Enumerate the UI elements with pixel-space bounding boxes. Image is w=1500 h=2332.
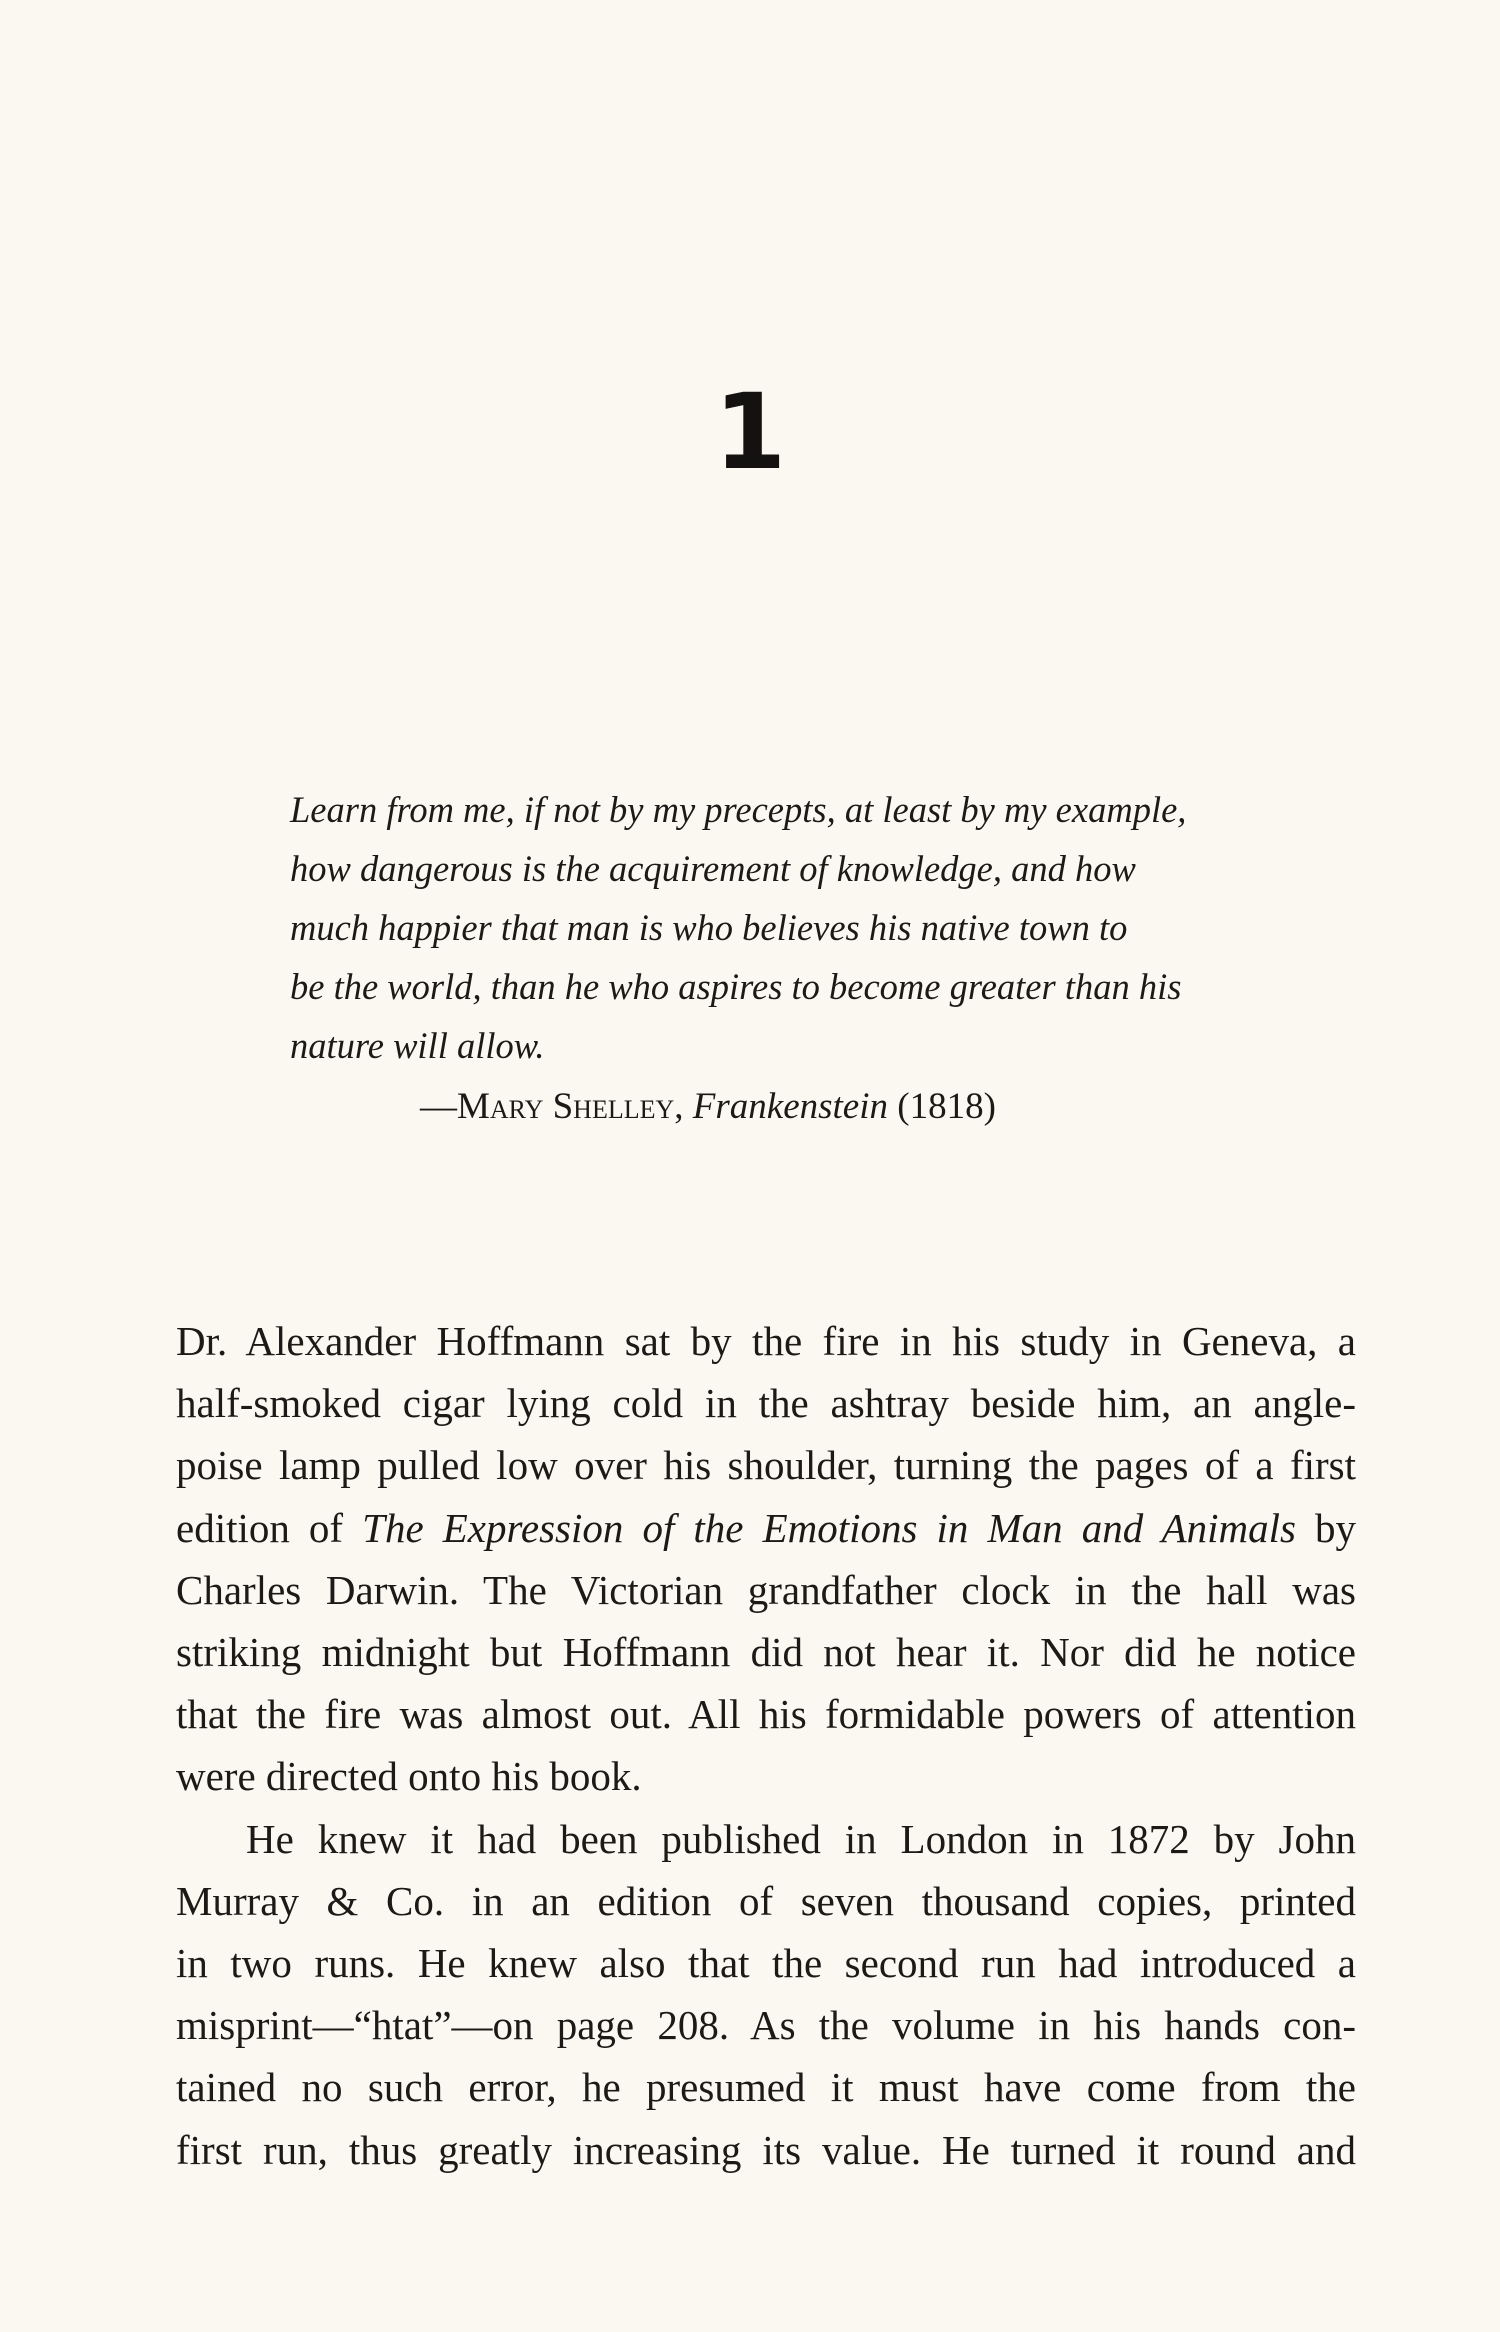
- body-line: half-smoked cigar lying cold in the ashtray beside him, an angle-: [176, 1380, 1356, 1427]
- book-title: The Expression of the Emotions in Man and Animals: [362, 1504, 1296, 1551]
- body-line: tained no such error, he presumed it must have come from the: [176, 2064, 1356, 2111]
- epigraph-line: how dangerous is the acquirement of knowledge, and how: [290, 848, 1136, 889]
- body-line-with-title: [176, 1497, 1356, 1559]
- attribution-year: (1818): [888, 1086, 996, 1127]
- attribution-dash: —: [420, 1086, 457, 1127]
- epigraph: [290, 780, 1250, 1075]
- attribution-author: Mary Shelley: [457, 1086, 675, 1127]
- body-line: Charles Darwin. The Victorian grandfather clock in the hall was: [176, 1566, 1356, 1613]
- body-line: first run, thus greatly increasing its value. He turned it round and: [176, 2126, 1356, 2173]
- body-line: Dr. Alexander Hoffmann sat by the fire in his study in Geneva, a: [176, 1318, 1356, 1364]
- body-line: He knew it had been published in London in 1872 by John: [246, 1815, 1356, 1862]
- attribution-separator: ,: [674, 1086, 693, 1127]
- epigraph-attribution: [420, 1085, 996, 1129]
- epigraph-line: nature will allow.: [290, 1025, 545, 1066]
- body-line: were directed onto his book.: [176, 1753, 642, 1800]
- body-text-segment: edition of: [176, 1504, 363, 1551]
- body-text: [176, 1310, 1356, 2181]
- body-line: Murray & Co. in an edition of seven thousand copies, printed: [176, 1877, 1356, 1924]
- body-line: poise lamp pulled low over his shoulder, turning the pages of a first: [176, 1442, 1356, 1489]
- body-text-segment: by: [1295, 1504, 1356, 1551]
- epigraph-line: Learn from me, if not by my precepts, at least by my example,: [290, 789, 1187, 830]
- epigraph-line: be the world, than he who aspires to become greater than his: [290, 966, 1182, 1007]
- chapter-number: 1: [713, 371, 787, 493]
- body-line: striking midnight but Hoffmann did not hear it. Nor did he notice: [176, 1629, 1356, 1676]
- attribution-work: Frankenstein: [692, 1086, 889, 1127]
- body-line: in two runs. He knew also that the second run had introduced a: [176, 1940, 1356, 1987]
- body-line: that the fire was almost out. All his formidable powers of attention: [176, 1691, 1356, 1738]
- body-line: misprint—“htat”—on page 208. As the volume in his hands con-: [176, 2002, 1356, 2049]
- epigraph-line: much happier that man is who believes his native town to: [290, 907, 1128, 948]
